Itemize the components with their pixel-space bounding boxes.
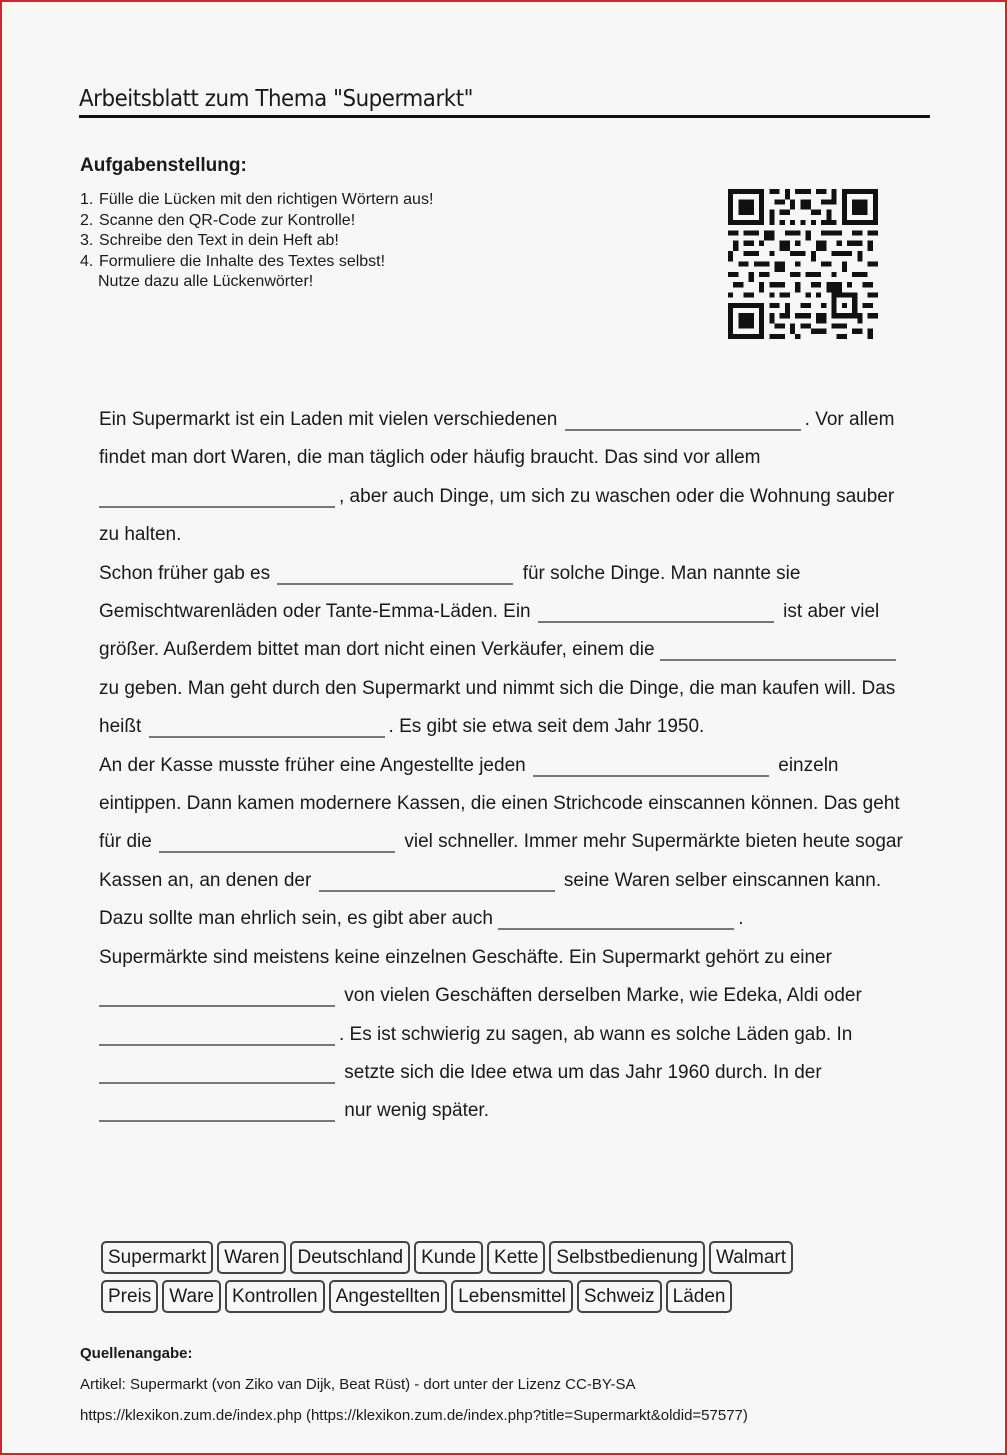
word-chip[interactable]: Kette	[487, 1241, 545, 1274]
word-chip[interactable]: Schweiz	[577, 1280, 662, 1313]
qr-code-icon	[728, 188, 878, 340]
word-bank-row	[101, 1280, 901, 1313]
word-chip[interactable]: Deutschland	[290, 1241, 410, 1274]
blank-field[interactable]	[538, 597, 774, 623]
task-item-continuation: Nutze dazu alle Lückenwörter!	[98, 273, 314, 291]
blank-field[interactable]	[565, 405, 801, 431]
source-article: Artikel: Supermarkt (von Ziko van Dijk, Beat Rüst) - dort unter der Lizenz CC-BY-SA	[80, 1376, 636, 1393]
blank-field[interactable]	[319, 866, 555, 892]
paragraph-4: Supermärkte sind meistens keine einzelnen Geschäfte. Ein Supermarkt gehört zu einer von vielen Geschäften derselben Marke, wie Edeka, Aldi oder . Es ist schwierig zu sagen, ab wann es solche Läden gab. In setzte sich die Idee etwa um das Jahr 1960 durch. In der nur wenig später.	[99, 946, 862, 1122]
word-chip[interactable]: Kontrollen	[225, 1280, 325, 1313]
blank-field[interactable]	[498, 904, 734, 930]
word-chip[interactable]: Waren	[217, 1241, 286, 1274]
blank-field[interactable]	[99, 1020, 335, 1046]
word-chip[interactable]: Angestellten	[329, 1280, 448, 1313]
blank-field[interactable]	[99, 482, 335, 508]
blank-field[interactable]	[277, 559, 513, 585]
task-item: 1. Fülle die Lücken mit den richtigen Wörtern aus!	[80, 191, 434, 208]
word-chip[interactable]: Supermarkt	[101, 1241, 213, 1274]
blank-field[interactable]	[159, 827, 395, 853]
word-chip[interactable]: Kunde	[414, 1241, 483, 1274]
word-bank	[101, 1241, 901, 1319]
blank-field[interactable]	[149, 712, 385, 738]
blank-field[interactable]	[660, 635, 896, 661]
task-item: 3. Schreibe den Text in dein Heft ab!	[80, 232, 339, 250]
paragraph-1: Ein Supermarkt ist ein Laden mit vielen verschiedenen . Vor allem findet man dort Waren, die man täglich oder häufig braucht. Das sind vor allem , aber auch Dinge, um sich zu waschen oder die Wohnung sauber zu halten.	[99, 401, 919, 555]
word-chip[interactable]: Walmart	[709, 1241, 793, 1274]
word-chip[interactable]: Läden	[666, 1280, 733, 1313]
cloze-text	[99, 401, 919, 1131]
sources-heading: Quellenangabe:	[80, 1345, 193, 1362]
task-list	[80, 190, 433, 293]
blank-field[interactable]	[99, 981, 335, 1007]
word-bank-row	[101, 1241, 901, 1274]
paragraph-2: Schon früher gab es für solche Dinge. Man nannte sie Gemischtwarenläden oder Tante-Emma-Läden. Ein ist aber viel größer. Außerdem bittet man dort nicht einen Verkäufer, einem die zu geben. Man geht durch den Supermarkt und nimmt sich die Dinge, die man kaufen will. Das heißt . Es gibt sie etwa seit dem Jahr 1950.	[99, 555, 919, 747]
blank-field[interactable]	[99, 1058, 335, 1084]
word-chip[interactable]: Ware	[162, 1280, 221, 1313]
word-chip[interactable]: Lebensmittel	[451, 1280, 573, 1313]
blank-field[interactable]	[533, 751, 769, 777]
source-url[interactable]: https://klexikon.zum.de/index.php (https://klexikon.zum.de/index.php?title=Supermarkt&oldid=57577)	[80, 1407, 748, 1424]
task-item: 2. Scanne den QR-Code zur Kontrolle!	[80, 211, 356, 229]
worksheet-title: Arbeitsblatt zum Thema "Supermarkt"	[79, 86, 930, 118]
task-item: 4. Formuliere die Inhalte des Textes selbst!	[80, 252, 386, 270]
blank-field[interactable]	[99, 1096, 335, 1122]
task-heading: Aufgabenstellung:	[80, 155, 247, 176]
word-chip[interactable]: Selbstbedienung	[549, 1241, 705, 1274]
word-chip[interactable]: Preis	[101, 1280, 158, 1313]
paragraph-3: An der Kasse musste früher eine Angestellte jeden einzeln eintippen. Dann kamen modernere Kassen, die einen Strichcode einscannen können. Das geht für die viel schneller. Immer mehr Supermärkte bieten heute sogar Kassen an, an denen der seine Waren selber einscannen kann. Dazu sollte man ehrlich sein, es gibt aber auch .	[99, 747, 919, 939]
